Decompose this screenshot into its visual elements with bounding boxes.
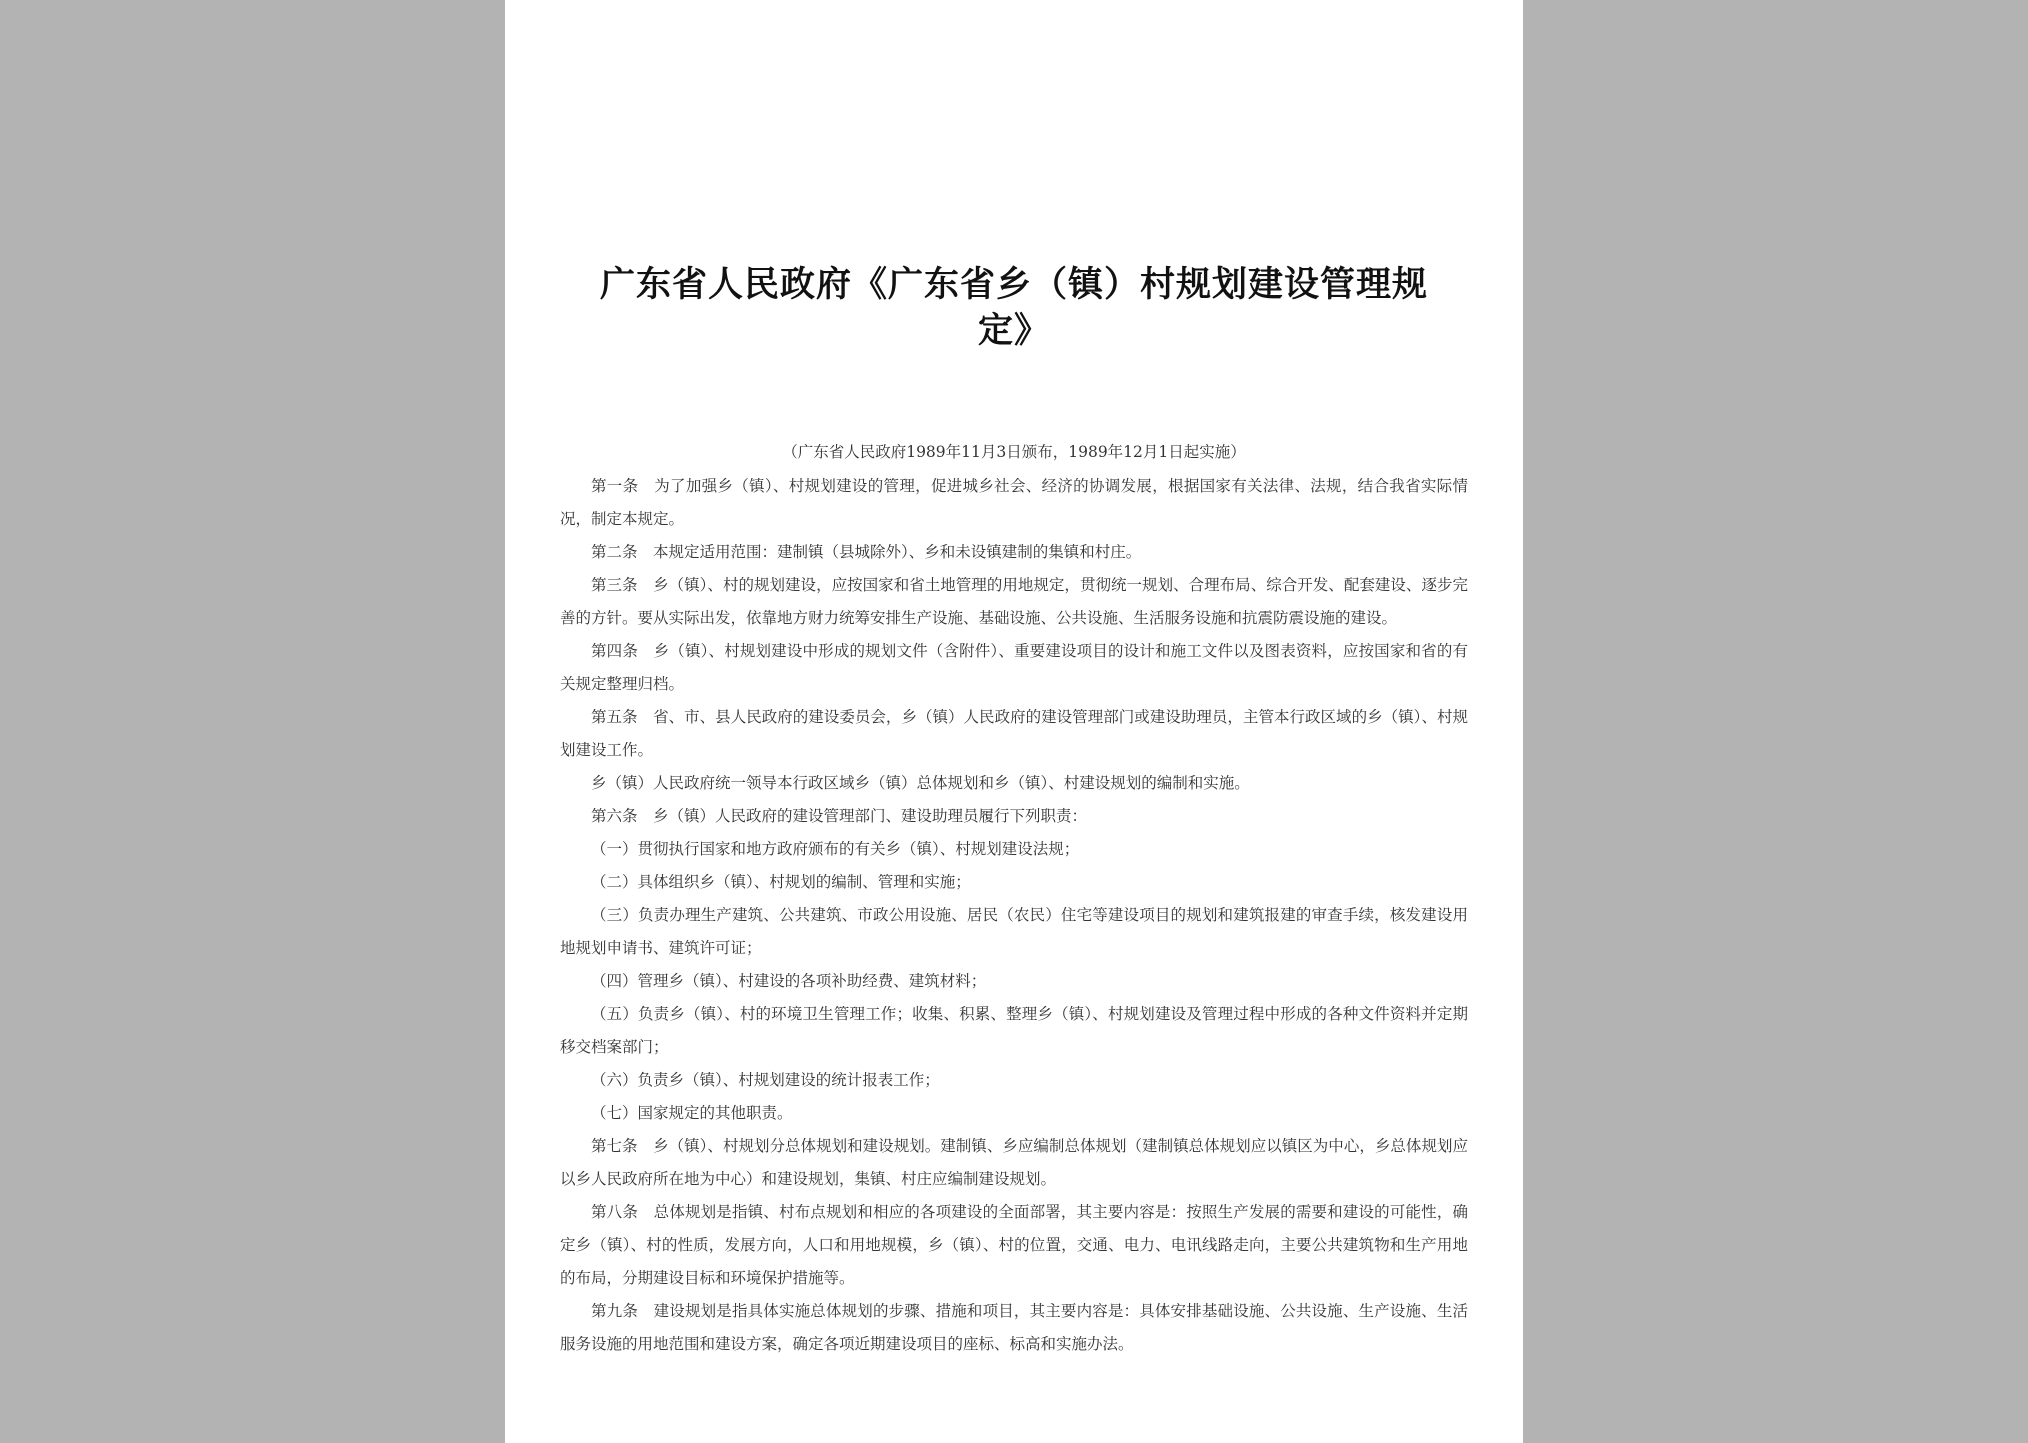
paragraph-article-6-item-3: （三）负责办理生产建筑、公共建筑、市政公用设施、居民（农民）住宅等建设项目的规划和建筑报建的审查手续，核发建设用地规划申请书、建筑许可证； — [560, 906, 1468, 957]
paragraph-article-7: 第七条 乡（镇）、村规划分总体规划和建设规划。建制镇、乡应编制总体规划（建制镇总体规划应以镇区为中心，乡总体规划应以乡人民政府所在地为中心）和建设规划，集镇、村庄应编制建设规划。 — [560, 1137, 1468, 1188]
paragraph-article-9: 第九条 建设规划是指具体实施总体规划的步骤、措施和项目，其主要内容是：具体安排基础设施、公共设施、生产设施、生活服务设施的用地范围和建设方案，确定各项近期建设项目的座标、标高和实施办法。 — [560, 1302, 1468, 1353]
paragraph-article-5-cont: 乡（镇）人民政府统一领导本行政区域乡（镇）总体规划和乡（镇）、村建设规划的编制和实施。 — [591, 774, 1250, 792]
paragraph-article-2: 第二条 本规定适用范围：建制镇（县城除外）、乡和未设镇建制的集镇和村庄。 — [591, 543, 1142, 561]
paragraph-article-1: 第一条 为了加强乡（镇）、村规划建设的管理，促进城乡社会、经济的协调发展，根据国家有关法律、法规，结合我省实际情况，制定本规定。 — [560, 477, 1468, 528]
paragraph-article-6-item-1: （一）贯彻执行国家和地方政府颁布的有关乡（镇）、村规划建设法规； — [591, 840, 1080, 858]
paragraph-article-8: 第八条 总体规划是指镇、村布点规划和相应的各项建设的全面部署，其主要内容是：按照生产发展的需要和建设的可能性，确定乡（镇）、村的性质，发展方向，人口和用地规模，乡（镇）、村的位置，交通、电力、电讯线路走向，主要公共建筑物和生产用地的布局，分期建设目标和环境保护措施等。 — [560, 1203, 1468, 1287]
document-subtitle: （广东省人民政府1989年11月3日颁布，1989年12月1日起实施） — [782, 443, 1246, 461]
paragraph-article-5: 第五条 省、市、县人民政府的建设委员会，乡（镇）人民政府的建设管理部门或建设助理员，主管本行政区域的乡（镇）、村规划建设工作。 — [560, 708, 1468, 759]
document-page — [505, 0, 1523, 1443]
paragraph-article-6-item-6: （六）负责乡（镇）、村规划建设的统计报表工作； — [591, 1071, 940, 1089]
document-title: 广东省人民政府《广东省乡（镇）村规划建设管理规定》 — [599, 264, 1428, 351]
paragraph-article-6-item-4: （四）管理乡（镇）、村建设的各项补助经费、建筑材料； — [591, 972, 987, 990]
paragraph-article-6-item-7: （七）国家规定的其他职责。 — [591, 1104, 793, 1122]
document-body — [560, 470, 1468, 1361]
paragraph-article-4: 第四条 乡（镇）、村规划建设中形成的规划文件（含附件）、重要建设项目的设计和施工文件以及图表资料，应按国家和省的有关规定整理归档。 — [560, 642, 1468, 693]
paragraph-article-6: 第六条 乡（镇）人民政府的建设管理部门、建设助理员履行下列职责： — [591, 807, 1088, 825]
paragraph-article-3: 第三条 乡（镇）、村的规划建设，应按国家和省土地管理的用地规定，贯彻统一规划、合理布局、综合开发、配套建设、逐步完善的方针。要从实际出发，依靠地方财力统筹安排生产设施、基础设施、公共设施、生活服务设施和抗震防震设施的建设。 — [560, 576, 1468, 627]
paragraph-article-6-item-2: （二）具体组织乡（镇）、村规划的编制、管理和实施； — [591, 873, 971, 891]
paragraph-article-6-item-5: （五）负责乡（镇）、村的环境卫生管理工作；收集、积累、整理乡（镇）、村规划建设及管理过程中形成的各种文件资料并定期移交档案部门； — [560, 1005, 1468, 1056]
